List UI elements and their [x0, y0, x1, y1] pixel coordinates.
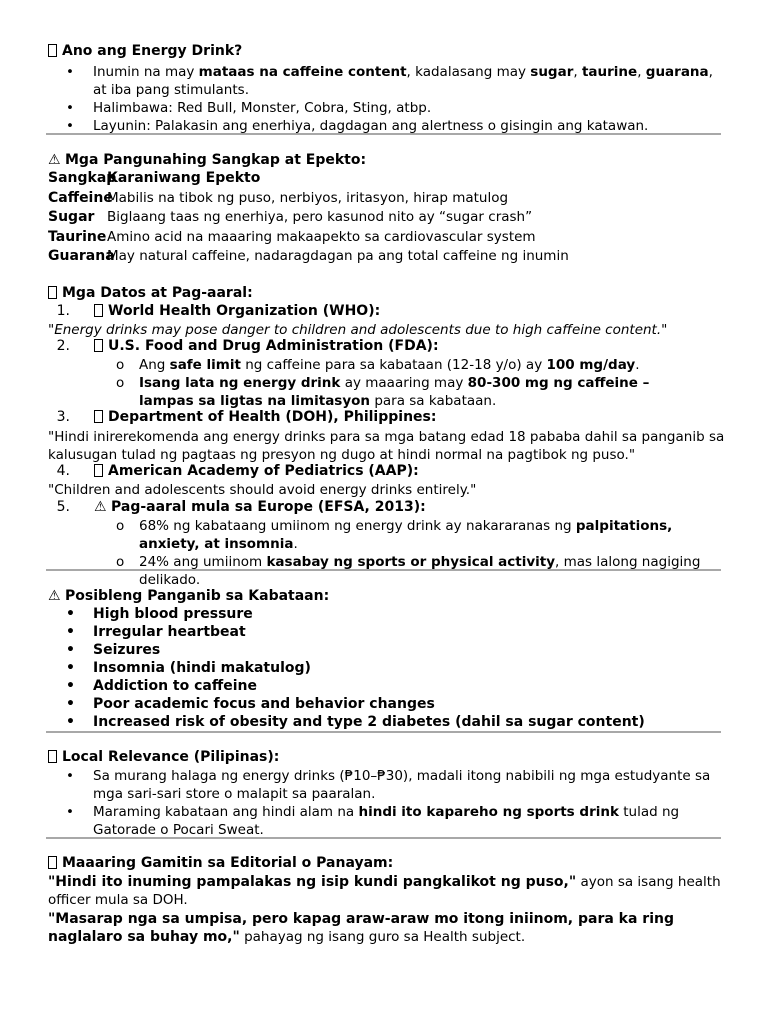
section-divider: [46, 837, 721, 839]
list-item: • Maraming kabataan ang hindi alam na hindi ito kapareho ng sports drink tulad ng Gatorade o Pocari Sweat.: [66, 804, 680, 838]
study-item-fda: 2. U.S. Food and Drug Administration (FDA):: [56, 338, 439, 354]
list-item: • Sa murang halaga ng energy drinks (₱10–₱30), madali itong nabibili ng mga estudyante sa mga sari-sari store o malapit sa paaralan.: [66, 768, 711, 802]
energy-drink-list: [48, 63, 728, 135]
missing-glyph-icon: [48, 750, 57, 763]
study-item-doh: 3. Department of Health (DOH), Philippines:: [56, 409, 437, 425]
list-item: o 68% ng kabataang umiinom ng energy drink ay nakararanas ng palpitations, anxiety, at insomnia.: [116, 518, 673, 552]
list-item: • Addiction to caffeine: [66, 678, 257, 694]
risks-list: [48, 605, 728, 731]
study-item-who: 1. World Health Organization (WHO):: [56, 303, 381, 319]
warning-icon: ⚠: [48, 152, 61, 168]
list-item: • Increased risk of obesity and type 2 diabetes (dahil sa sugar content): [66, 714, 645, 730]
section-studies-heading: Mga Datos at Pag-aaral:: [48, 285, 253, 301]
list-item: • High blood pressure: [66, 606, 253, 622]
missing-glyph-icon: [94, 339, 103, 352]
who-quote: "Energy drinks may pose danger to children and adolescents due to high caffeine content.": [48, 322, 668, 338]
section-editorial-heading: Maaaring Gamitin sa Editorial o Panayam:: [48, 855, 393, 871]
list-item: o Isang lata ng energy drink ay maaaring may 80-300 mg ng caffeine – lampas sa ligtas na limitasyon para sa kabataan.: [116, 375, 650, 409]
section-local-relevance-heading: Local Relevance (Pilipinas):: [48, 749, 279, 765]
missing-glyph-icon: [94, 464, 103, 477]
section-ingredients-heading: ⚠ Mga Pangunahing Sangkap at Epekto:: [48, 152, 367, 168]
fda-sublist: [112, 356, 702, 410]
column-header-effect: Karaniwang Epekto: [107, 170, 261, 186]
editorial-quote-2: "Masarap nga sa umpisa, pero kapag araw-araw mo itong iniinom, para ka ring naglalaro sa buhay mo," pahayag ng isang guro sa Health subject.: [48, 911, 674, 945]
efsa-sublist: [112, 517, 702, 589]
document-page: Ano ang Energy Drink? • Inumin na may mataas na caffeine content, kadalasang may sugar, taurine, guarana, at iba pang stimulants. • Halimbawa: Red Bull, Monster, Cobra, Sting, atbp. • Layunin: Palakasin ang enerhiya, dagdagan ang alertness o gisingin ang katawan. ⚠ Mga Pangunahing Sangkap at Epekto: Sangkap Karaniwang Epekto Caffeine Mabilis na tibok ng puso, nerbiyos, iritasyon, hirap matulog Sugar Biglaang taas ng enerhiya, pero kasunod nito ay “sugar crash” Taurine Amino acid na maaaring makaapekto sa cardiovascular system Guarana May natural caffeine, nadaragdagan pa ang total caffeine ng inumin Mga Datos at Pag-aaral: 1. World Health Organization (WHO): "Energy drinks may pose danger to children and adolescents due to high caffeine content." 2. U.S. Food and Drug Administration (FDA): o Ang safe limit ng caffeine para sa kabataan (12-18 y/o) ay 100 mg/day. o Isang lata ng energy drink ay maaaring may 80-300 mg ng caffeine – lampas sa ligtas na limitasyon para sa kabataan. 3. Department of Health (DOH), Philippines: "Hindi inirerekomenda ang energy drinks para sa mga batang edad 18 pababa dahil sa panganib sa kalusugan tulad ng pagtaas ng presyon ng dugo at hindi normal na pagtibok ng puso." 4. American Academy of Pediatrics (AAP): "Children and adolescents should avoid energy drinks entirely." 5. ⚠ Pag-aaral mula sa Europe (EFSA, 2013): o 68% ng kabataang umiinom ng energy drink ay nakararanas ng palpitations, anxiety, at insomnia. o 24% ang umiinom kasabay ng sports or physical activity, mas lalong nagiging delikado. ⚠ Posibleng Panganib sa Kabataan: • High blood pressure • Irregular heartbeat • Seizures • Insomnia (hindi makatulog) • Addiction to caffeine • Poor academic focus and behavior changes • Increased risk of obesity and type 2 diabetes (dahil sa sugar content) Local Relevance (Pilipinas): • Sa murang halaga ng energy drinks (₱10–₱30), madali itong nabibili ng mga estudyante sa mga sari-sari store o malapit sa paaralan. • Maraming kabataan ang hindi alam na hindi ito kapareho ng sports drink tulad ng Gatorade o Pocari Sweat. Maaaring Gamitin sa Editorial o Panayam: "Hindi ito inuming pampalakas ng isip kundi pangkalikot ng puso," ayon sa isang health officer mula sa DOH. "Masarap nga sa umpisa, pero kapag araw-araw mo itong iniinom, para ka ring naglalaro sa buhay mo," pahayag ng isang guro sa Health subject.: [0, 0, 768, 1024]
list-item: • Irregular heartbeat: [66, 624, 246, 640]
missing-glyph-icon: [48, 856, 57, 869]
doh-quote: "Hindi inirerekomenda ang energy drinks para sa mga batang edad 18 pababa dahil sa panganib sa kalusugan tulad ng pagtaas ng presyon ng dugo at hindi normal na pagtibok ng puso.": [48, 429, 725, 463]
section-divider: [46, 569, 721, 571]
section-energy-drink-heading: Ano ang Energy Drink?: [48, 43, 242, 59]
list-item: • Insomnia (hindi makatulog): [66, 660, 311, 676]
study-item-aap: 4. American Academy of Pediatrics (AAP):: [56, 463, 419, 479]
section-divider: [46, 133, 721, 135]
list-item: o 24% ang umiinom kasabay ng sports or physical activity, mas lalong nagiging delikado.: [116, 554, 701, 588]
column-header-ingredient: Sangkap: [48, 170, 117, 186]
missing-glyph-icon: [48, 44, 57, 57]
list-item: • Inumin na may mataas na caffeine content, kadalasang may sugar, taurine, guarana, at iba pang stimulants.: [66, 64, 713, 98]
list-item: o Ang safe limit ng caffeine para sa kabataan (12-18 y/o) ay 100 mg/day.: [116, 357, 640, 373]
warning-icon: ⚠: [48, 588, 61, 604]
aap-quote: "Children and adolescents should avoid energy drinks entirely.": [48, 482, 477, 498]
list-item: • Seizures: [66, 642, 161, 658]
warning-icon: ⚠: [94, 499, 107, 515]
missing-glyph-icon: [94, 304, 103, 317]
list-item: • Halimbawa: Red Bull, Monster, Cobra, Sting, atbp.: [66, 100, 432, 116]
list-item: • Layunin: Palakasin ang enerhiya, dagdagan ang alertness o gisingin ang katawan.: [66, 118, 649, 134]
study-item-efsa: 5. ⚠ Pag-aaral mula sa Europe (EFSA, 2013):: [56, 499, 426, 515]
section-divider: [46, 731, 721, 733]
local-relevance-list: [48, 767, 728, 839]
editorial-quote-1: "Hindi ito inuming pampalakas ng isip kundi pangkalikot ng puso," ayon sa isang health officer mula sa DOH.: [48, 874, 721, 908]
missing-glyph-icon: [48, 286, 57, 299]
list-item: • Poor academic focus and behavior changes: [66, 696, 435, 712]
section-risks-heading: ⚠ Posibleng Panganib sa Kabataan:: [48, 588, 330, 604]
missing-glyph-icon: [94, 410, 103, 423]
